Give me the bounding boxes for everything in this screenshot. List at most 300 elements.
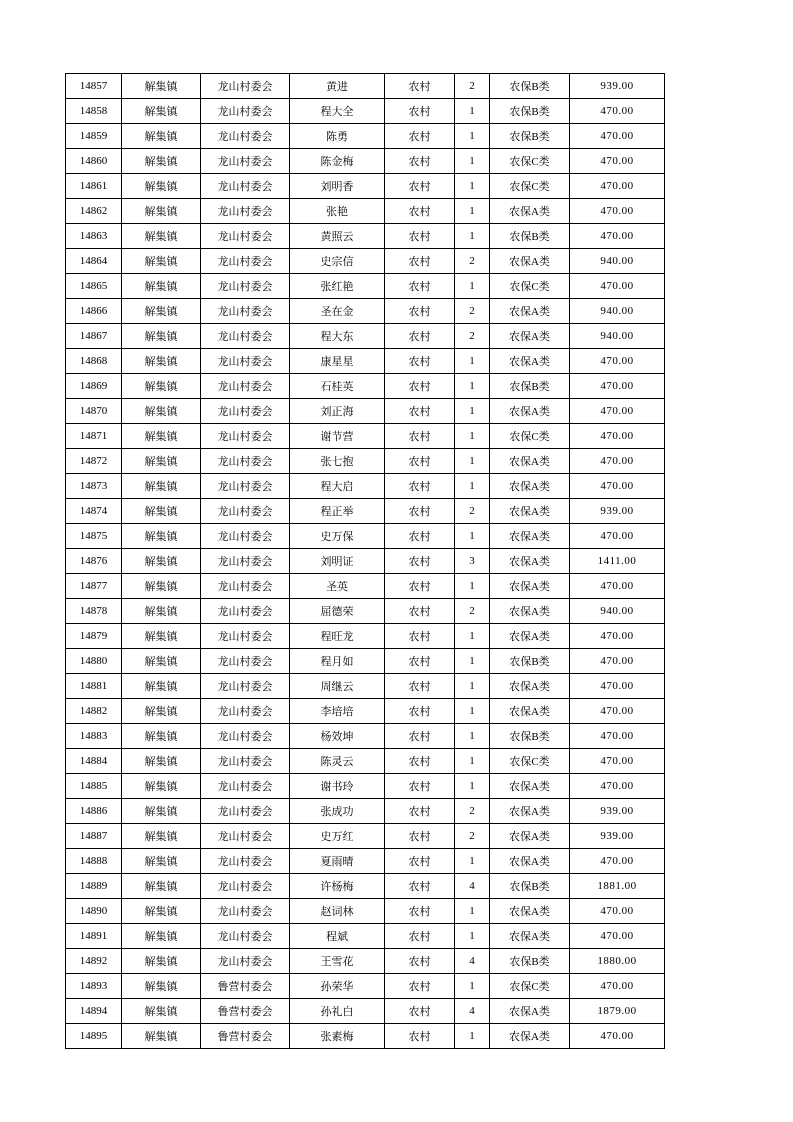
cell-count: 3 — [455, 549, 490, 574]
cell-count: 4 — [455, 874, 490, 899]
cell-id: 14892 — [66, 949, 122, 974]
cell-id: 14890 — [66, 899, 122, 924]
cell-town: 解集镇 — [122, 224, 201, 249]
cell-name: 张成功 — [290, 799, 385, 824]
cell-village: 龙山村委会 — [201, 649, 290, 674]
cell-id: 14895 — [66, 1024, 122, 1049]
cell-name: 谢书玲 — [290, 774, 385, 799]
cell-amount: 470.00 — [570, 349, 665, 374]
cell-area_type: 农村 — [385, 499, 455, 524]
table-row — [66, 99, 665, 124]
cell-category: 农保B类 — [490, 374, 570, 399]
table-row — [66, 149, 665, 174]
cell-count: 1 — [455, 424, 490, 449]
cell-name: 圣在金 — [290, 299, 385, 324]
cell-category: 农保A类 — [490, 599, 570, 624]
cell-area_type: 农村 — [385, 299, 455, 324]
cell-name: 谢节营 — [290, 424, 385, 449]
table-row — [66, 374, 665, 399]
cell-category: 农保A类 — [490, 474, 570, 499]
cell-name: 赵词林 — [290, 899, 385, 924]
cell-village: 龙山村委会 — [201, 774, 290, 799]
cell-area_type: 农村 — [385, 949, 455, 974]
cell-id: 14869 — [66, 374, 122, 399]
cell-town: 解集镇 — [122, 424, 201, 449]
cell-village: 龙山村委会 — [201, 749, 290, 774]
cell-id: 14862 — [66, 199, 122, 224]
cell-village: 龙山村委会 — [201, 624, 290, 649]
cell-id: 14879 — [66, 624, 122, 649]
cell-area_type: 农村 — [385, 99, 455, 124]
cell-count: 1 — [455, 124, 490, 149]
table-row — [66, 599, 665, 624]
cell-town: 解集镇 — [122, 324, 201, 349]
cell-category: 农保A类 — [490, 449, 570, 474]
cell-village: 龙山村委会 — [201, 199, 290, 224]
cell-amount: 470.00 — [570, 699, 665, 724]
cell-village: 龙山村委会 — [201, 474, 290, 499]
cell-village: 龙山村委会 — [201, 874, 290, 899]
cell-town: 解集镇 — [122, 974, 201, 999]
cell-town: 解集镇 — [122, 724, 201, 749]
cell-id: 14859 — [66, 124, 122, 149]
cell-id: 14883 — [66, 724, 122, 749]
cell-village: 龙山村委会 — [201, 724, 290, 749]
cell-count: 1 — [455, 399, 490, 424]
cell-area_type: 农村 — [385, 249, 455, 274]
cell-id: 14876 — [66, 549, 122, 574]
cell-town: 解集镇 — [122, 349, 201, 374]
cell-village: 龙山村委会 — [201, 899, 290, 924]
table-row — [66, 749, 665, 774]
cell-count: 1 — [455, 749, 490, 774]
table-row — [66, 249, 665, 274]
cell-name: 许杨梅 — [290, 874, 385, 899]
cell-name: 屈德荣 — [290, 599, 385, 624]
cell-category: 农保B类 — [490, 949, 570, 974]
cell-amount: 470.00 — [570, 574, 665, 599]
cell-village: 龙山村委会 — [201, 849, 290, 874]
cell-village: 龙山村委会 — [201, 524, 290, 549]
cell-category: 农保A类 — [490, 549, 570, 574]
cell-amount: 470.00 — [570, 674, 665, 699]
cell-count: 2 — [455, 249, 490, 274]
cell-village: 龙山村委会 — [201, 324, 290, 349]
cell-town: 解集镇 — [122, 749, 201, 774]
cell-name: 黄照云 — [290, 224, 385, 249]
cell-name: 刘明证 — [290, 549, 385, 574]
cell-amount: 470.00 — [570, 374, 665, 399]
cell-category: 农保A类 — [490, 199, 570, 224]
cell-count: 1 — [455, 449, 490, 474]
cell-name: 石桂英 — [290, 374, 385, 399]
cell-id: 14885 — [66, 774, 122, 799]
cell-amount: 940.00 — [570, 299, 665, 324]
cell-id: 14875 — [66, 524, 122, 549]
cell-count: 2 — [455, 799, 490, 824]
cell-count: 1 — [455, 149, 490, 174]
cell-name: 黄进 — [290, 74, 385, 99]
cell-town: 解集镇 — [122, 874, 201, 899]
cell-id: 14889 — [66, 874, 122, 899]
cell-amount: 939.00 — [570, 824, 665, 849]
cell-town: 解集镇 — [122, 799, 201, 824]
cell-village: 龙山村委会 — [201, 824, 290, 849]
table-row — [66, 499, 665, 524]
cell-id: 14861 — [66, 174, 122, 199]
cell-name: 程大全 — [290, 99, 385, 124]
cell-amount: 470.00 — [570, 124, 665, 149]
cell-amount: 470.00 — [570, 149, 665, 174]
cell-town: 解集镇 — [122, 274, 201, 299]
cell-town: 解集镇 — [122, 649, 201, 674]
cell-category: 农保A类 — [490, 849, 570, 874]
table-row — [66, 324, 665, 349]
cell-count: 1 — [455, 474, 490, 499]
cell-amount: 939.00 — [570, 499, 665, 524]
table-row — [66, 724, 665, 749]
cell-count: 1 — [455, 374, 490, 399]
cell-count: 1 — [455, 674, 490, 699]
cell-village: 龙山村委会 — [201, 949, 290, 974]
cell-town: 解集镇 — [122, 299, 201, 324]
cell-amount: 1881.00 — [570, 874, 665, 899]
cell-category: 农保B类 — [490, 99, 570, 124]
cell-amount: 470.00 — [570, 924, 665, 949]
table-row — [66, 199, 665, 224]
cell-area_type: 农村 — [385, 599, 455, 624]
cell-town: 解集镇 — [122, 174, 201, 199]
cell-village: 龙山村委会 — [201, 674, 290, 699]
cell-area_type: 农村 — [385, 774, 455, 799]
cell-count: 1 — [455, 199, 490, 224]
cell-area_type: 农村 — [385, 874, 455, 899]
cell-id: 14877 — [66, 574, 122, 599]
cell-id: 14863 — [66, 224, 122, 249]
cell-town: 解集镇 — [122, 899, 201, 924]
cell-town: 解集镇 — [122, 124, 201, 149]
cell-name: 李培培 — [290, 699, 385, 724]
cell-town: 解集镇 — [122, 99, 201, 124]
table-row — [66, 899, 665, 924]
cell-name: 程正举 — [290, 499, 385, 524]
table-row — [66, 974, 665, 999]
cell-category: 农保A类 — [490, 399, 570, 424]
table-row — [66, 824, 665, 849]
subsidy-table — [65, 73, 665, 1049]
cell-village: 龙山村委会 — [201, 249, 290, 274]
cell-area_type: 农村 — [385, 799, 455, 824]
cell-village: 龙山村委会 — [201, 174, 290, 199]
table-row — [66, 649, 665, 674]
cell-amount: 1880.00 — [570, 949, 665, 974]
cell-area_type: 农村 — [385, 449, 455, 474]
cell-town: 解集镇 — [122, 149, 201, 174]
cell-count: 2 — [455, 499, 490, 524]
cell-id: 14870 — [66, 399, 122, 424]
cell-count: 1 — [455, 174, 490, 199]
cell-id: 14882 — [66, 699, 122, 724]
table-row — [66, 699, 665, 724]
cell-count: 1 — [455, 574, 490, 599]
cell-area_type: 农村 — [385, 199, 455, 224]
cell-amount: 470.00 — [570, 274, 665, 299]
cell-area_type: 农村 — [385, 524, 455, 549]
cell-id: 14874 — [66, 499, 122, 524]
cell-amount: 470.00 — [570, 774, 665, 799]
cell-village: 龙山村委会 — [201, 599, 290, 624]
cell-area_type: 农村 — [385, 124, 455, 149]
cell-category: 农保B类 — [490, 874, 570, 899]
cell-amount: 470.00 — [570, 974, 665, 999]
table-row — [66, 524, 665, 549]
cell-category: 农保C类 — [490, 424, 570, 449]
cell-village: 龙山村委会 — [201, 449, 290, 474]
cell-area_type: 农村 — [385, 1024, 455, 1049]
cell-name: 张红艳 — [290, 274, 385, 299]
cell-area_type: 农村 — [385, 549, 455, 574]
cell-name: 张艳 — [290, 199, 385, 224]
cell-count: 2 — [455, 74, 490, 99]
cell-town: 解集镇 — [122, 849, 201, 874]
cell-town: 解集镇 — [122, 1024, 201, 1049]
cell-count: 1 — [455, 274, 490, 299]
cell-category: 农保C类 — [490, 149, 570, 174]
cell-category: 农保A类 — [490, 799, 570, 824]
cell-name: 陈灵云 — [290, 749, 385, 774]
cell-amount: 470.00 — [570, 424, 665, 449]
cell-area_type: 农村 — [385, 424, 455, 449]
cell-town: 解集镇 — [122, 999, 201, 1024]
cell-id: 14872 — [66, 449, 122, 474]
cell-area_type: 农村 — [385, 849, 455, 874]
cell-category: 农保A类 — [490, 674, 570, 699]
table-row — [66, 624, 665, 649]
cell-count: 1 — [455, 624, 490, 649]
cell-area_type: 农村 — [385, 149, 455, 174]
cell-category: 农保A类 — [490, 249, 570, 274]
cell-name: 陈金梅 — [290, 149, 385, 174]
cell-village: 龙山村委会 — [201, 374, 290, 399]
cell-category: 农保A类 — [490, 324, 570, 349]
cell-id: 14893 — [66, 974, 122, 999]
table-row — [66, 474, 665, 499]
cell-name: 康星星 — [290, 349, 385, 374]
cell-count: 1 — [455, 849, 490, 874]
cell-area_type: 农村 — [385, 924, 455, 949]
cell-category: 农保B类 — [490, 74, 570, 99]
cell-name: 孙礼白 — [290, 999, 385, 1024]
cell-count: 1 — [455, 774, 490, 799]
cell-id: 14865 — [66, 274, 122, 299]
cell-area_type: 农村 — [385, 374, 455, 399]
cell-amount: 470.00 — [570, 849, 665, 874]
cell-count: 1 — [455, 349, 490, 374]
cell-category: 农保A类 — [490, 574, 570, 599]
cell-amount: 470.00 — [570, 174, 665, 199]
cell-id: 14878 — [66, 599, 122, 624]
cell-amount: 470.00 — [570, 624, 665, 649]
cell-category: 农保B类 — [490, 224, 570, 249]
cell-town: 解集镇 — [122, 699, 201, 724]
cell-name: 王雪花 — [290, 949, 385, 974]
cell-town: 解集镇 — [122, 524, 201, 549]
cell-area_type: 农村 — [385, 174, 455, 199]
cell-category: 农保C类 — [490, 974, 570, 999]
cell-name: 程旺龙 — [290, 624, 385, 649]
table-row — [66, 449, 665, 474]
cell-name: 陈勇 — [290, 124, 385, 149]
table-row — [66, 299, 665, 324]
cell-name: 史宗信 — [290, 249, 385, 274]
table-row — [66, 1024, 665, 1049]
cell-id: 14867 — [66, 324, 122, 349]
cell-amount: 1879.00 — [570, 999, 665, 1024]
cell-town: 解集镇 — [122, 924, 201, 949]
cell-amount: 470.00 — [570, 724, 665, 749]
cell-area_type: 农村 — [385, 624, 455, 649]
cell-count: 1 — [455, 524, 490, 549]
cell-town: 解集镇 — [122, 949, 201, 974]
table-row — [66, 774, 665, 799]
cell-town: 解集镇 — [122, 824, 201, 849]
cell-name: 圣英 — [290, 574, 385, 599]
table-row — [66, 174, 665, 199]
cell-id: 14888 — [66, 849, 122, 874]
cell-name: 程大东 — [290, 324, 385, 349]
cell-area_type: 农村 — [385, 349, 455, 374]
cell-id: 14860 — [66, 149, 122, 174]
cell-area_type: 农村 — [385, 74, 455, 99]
cell-area_type: 农村 — [385, 824, 455, 849]
cell-id: 14864 — [66, 249, 122, 274]
cell-village: 鲁营村委会 — [201, 974, 290, 999]
cell-name: 刘正海 — [290, 399, 385, 424]
cell-name: 程大启 — [290, 474, 385, 499]
cell-village: 龙山村委会 — [201, 574, 290, 599]
cell-category: 农保A类 — [490, 824, 570, 849]
cell-name: 周继云 — [290, 674, 385, 699]
cell-village: 龙山村委会 — [201, 924, 290, 949]
cell-id: 14881 — [66, 674, 122, 699]
cell-town: 解集镇 — [122, 549, 201, 574]
cell-town: 解集镇 — [122, 199, 201, 224]
table-body — [66, 74, 665, 1049]
cell-category: 农保A类 — [490, 1024, 570, 1049]
cell-village: 龙山村委会 — [201, 799, 290, 824]
cell-town: 解集镇 — [122, 499, 201, 524]
cell-village: 龙山村委会 — [201, 424, 290, 449]
cell-area_type: 农村 — [385, 399, 455, 424]
cell-area_type: 农村 — [385, 699, 455, 724]
cell-amount: 470.00 — [570, 224, 665, 249]
cell-count: 1 — [455, 224, 490, 249]
cell-amount: 470.00 — [570, 474, 665, 499]
cell-town: 解集镇 — [122, 774, 201, 799]
cell-id: 14868 — [66, 349, 122, 374]
cell-town: 解集镇 — [122, 249, 201, 274]
cell-name: 张素梅 — [290, 1024, 385, 1049]
cell-amount: 470.00 — [570, 649, 665, 674]
cell-count: 1 — [455, 724, 490, 749]
cell-category: 农保B类 — [490, 124, 570, 149]
table-row — [66, 349, 665, 374]
cell-name: 夏雨晴 — [290, 849, 385, 874]
cell-area_type: 农村 — [385, 574, 455, 599]
cell-area_type: 农村 — [385, 899, 455, 924]
cell-town: 解集镇 — [122, 574, 201, 599]
cell-village: 龙山村委会 — [201, 549, 290, 574]
cell-amount: 939.00 — [570, 74, 665, 99]
cell-category: 农保A类 — [490, 349, 570, 374]
cell-village: 龙山村委会 — [201, 399, 290, 424]
table-row — [66, 274, 665, 299]
cell-area_type: 农村 — [385, 324, 455, 349]
cell-village: 龙山村委会 — [201, 224, 290, 249]
cell-area_type: 农村 — [385, 674, 455, 699]
cell-area_type: 农村 — [385, 974, 455, 999]
table-row — [66, 574, 665, 599]
table-row — [66, 674, 665, 699]
cell-amount: 940.00 — [570, 324, 665, 349]
cell-id: 14886 — [66, 799, 122, 824]
cell-town: 解集镇 — [122, 674, 201, 699]
cell-category: 农保A类 — [490, 299, 570, 324]
cell-name: 程斌 — [290, 924, 385, 949]
cell-area_type: 农村 — [385, 649, 455, 674]
table-row — [66, 74, 665, 99]
cell-village: 龙山村委会 — [201, 149, 290, 174]
cell-category: 农保A类 — [490, 999, 570, 1024]
table-row — [66, 224, 665, 249]
cell-area_type: 农村 — [385, 999, 455, 1024]
cell-count: 1 — [455, 924, 490, 949]
cell-count: 2 — [455, 824, 490, 849]
cell-village: 龙山村委会 — [201, 699, 290, 724]
cell-amount: 470.00 — [570, 399, 665, 424]
cell-town: 解集镇 — [122, 74, 201, 99]
cell-id: 14866 — [66, 299, 122, 324]
cell-village: 鲁营村委会 — [201, 999, 290, 1024]
cell-amount: 470.00 — [570, 199, 665, 224]
cell-count: 2 — [455, 324, 490, 349]
cell-amount: 940.00 — [570, 599, 665, 624]
cell-id: 14873 — [66, 474, 122, 499]
cell-count: 1 — [455, 99, 490, 124]
table-row — [66, 949, 665, 974]
cell-area_type: 农村 — [385, 224, 455, 249]
cell-count: 2 — [455, 599, 490, 624]
cell-category: 农保A类 — [490, 699, 570, 724]
cell-village: 龙山村委会 — [201, 274, 290, 299]
cell-category: 农保B类 — [490, 724, 570, 749]
cell-amount: 939.00 — [570, 799, 665, 824]
cell-village: 龙山村委会 — [201, 349, 290, 374]
cell-id: 14884 — [66, 749, 122, 774]
cell-village: 龙山村委会 — [201, 499, 290, 524]
cell-id: 14887 — [66, 824, 122, 849]
cell-name: 孙荣华 — [290, 974, 385, 999]
cell-amount: 1411.00 — [570, 549, 665, 574]
cell-town: 解集镇 — [122, 599, 201, 624]
cell-village: 龙山村委会 — [201, 74, 290, 99]
table-row — [66, 999, 665, 1024]
cell-count: 2 — [455, 299, 490, 324]
document-page — [65, 73, 665, 1049]
cell-category: 农保A类 — [490, 899, 570, 924]
cell-id: 14857 — [66, 74, 122, 99]
cell-count: 1 — [455, 1024, 490, 1049]
